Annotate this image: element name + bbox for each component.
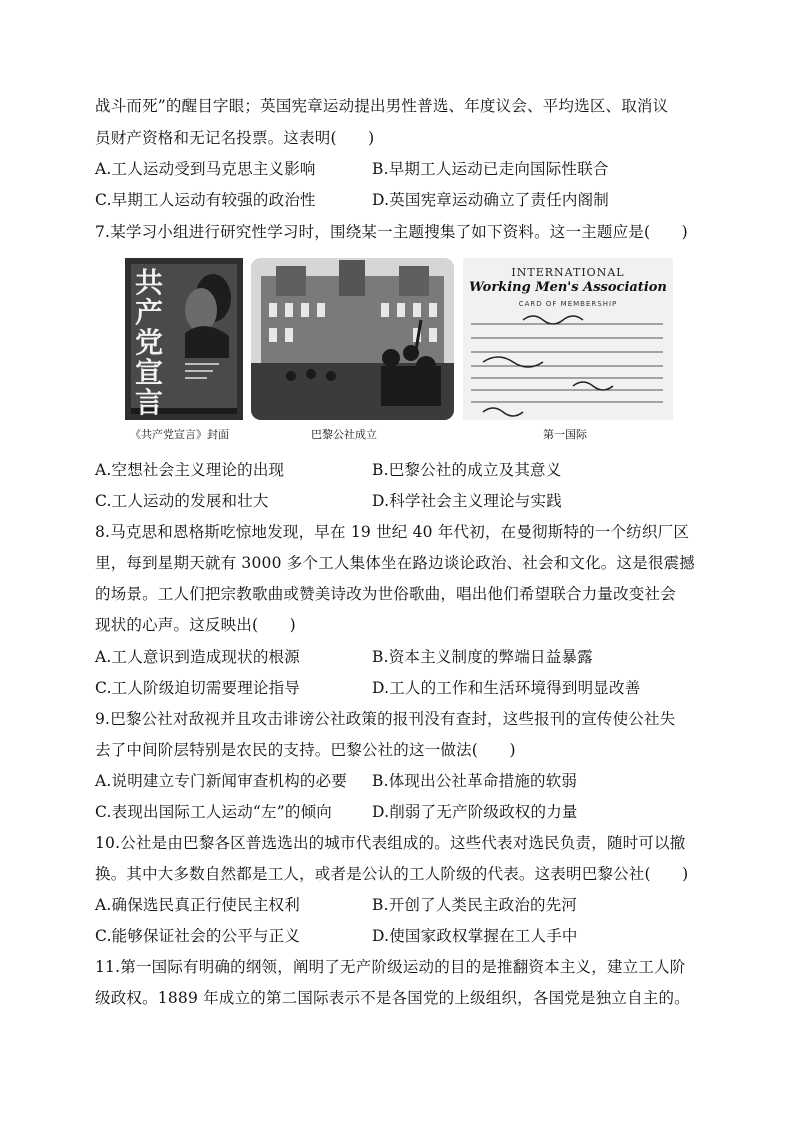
q7-option-c[interactable]: C.工人运动的发展和壮大 xyxy=(95,492,269,510)
q8-option-d[interactable]: D.工人的工作和生活环境得到明显改善 xyxy=(372,679,641,697)
q10-option-b[interactable]: B.开创了人类民主政治的先河 xyxy=(372,896,578,914)
q10-option-c[interactable]: C.能够保证社会的公平与正义 xyxy=(95,927,301,945)
q7-figure xyxy=(125,258,673,441)
card-subheading: CARD OF MEMBERSHIP xyxy=(518,300,618,308)
q6-stem-line-2: 员财产资格和无记名投票。这表明( ) xyxy=(95,129,375,147)
manifesto-title-text: 共产党宣言 xyxy=(135,266,164,419)
card-heading-1: INTERNATIONAL xyxy=(511,266,625,279)
q7-stem: 7.某学习小组进行研究性学习时，围绕某一主题搜集了如下资料。这一主题应是( ) xyxy=(95,223,688,241)
caption-first-international: 第一国际 xyxy=(543,428,587,441)
q9-option-d[interactable]: D.削弱了无产阶级政权的力量 xyxy=(372,803,578,821)
q10-stem-line-2: 换。其中大多数自然都是工人，或者是公认的工人阶级的代表。这表明巴黎公社( ) xyxy=(95,865,689,883)
q8-option-a[interactable]: A.工人意识到造成现状的根源 xyxy=(95,648,300,666)
q10-option-a[interactable]: A.确保选民真正行使民主权利 xyxy=(95,896,300,914)
manifesto-cover-image xyxy=(125,258,243,420)
q8-stem-line-1: 8.马克思和恩格斯吃惊地发现，早在 19 世纪 40 年代初，在曼彻斯特的一个纺织厂区 xyxy=(95,523,690,541)
q7-option-a[interactable]: A.空想社会主义理论的出现 xyxy=(95,461,285,479)
caption-manifesto: 《共产党宣言》封面 xyxy=(130,428,229,441)
q8-stem-line-3: 的场景。工人们把宗教歌曲或赞美诗改为世俗歌曲，唱出他们希望联合力量改变社会 xyxy=(95,585,676,603)
q8-stem-line-4: 现状的心声。这反映出( ) xyxy=(95,616,296,634)
q6-option-a[interactable]: A.工人运动受到马克思主义影响 xyxy=(95,160,316,178)
q11-stem-line-1: 11.第一国际有明确的纲领，阐明了无产阶级运动的目的是推翻资本主义，建立工人阶 xyxy=(95,958,686,976)
q9-stem-line-1: 9.巴黎公社对敌视并且攻击诽谤公社政策的报刊没有查封，这些报刊的宣传使公社失 xyxy=(95,710,676,728)
q9-stem-line-2: 去了中间阶层特别是农民的支持。巴黎公社的这一做法( ) xyxy=(95,741,516,759)
q10-stem-line-1: 10.公社是由巴黎各区普选选出的城市代表组成的。这些代表对选民负责，随时可以撤 xyxy=(95,834,686,852)
paris-commune-image xyxy=(251,258,454,420)
q8-stem-line-2: 里，每到星期天就有 3000 多个工人集体坐在路边谈论政治、社会和文化。这是很震撼 xyxy=(95,554,696,572)
q11-stem-line-2: 级政权。1889 年成立的第二国际表示不是各国党的上级组织，各国党是独立自主的。 xyxy=(95,989,690,1007)
q7-option-b[interactable]: B.巴黎公社的成立及其意义 xyxy=(372,461,562,479)
caption-paris-commune: 巴黎公社成立 xyxy=(311,428,377,441)
q8-option-c[interactable]: C.工人阶级迫切需要理论指导 xyxy=(95,679,301,697)
q7-option-d[interactable]: D.科学社会主义理论与实践 xyxy=(372,492,562,510)
q9-option-c[interactable]: C.表现出国际工人运动“左”的倾向 xyxy=(95,803,332,821)
q8-option-b[interactable]: B.资本主义制度的弊端日益暴露 xyxy=(372,648,593,666)
q6-option-b[interactable]: B.早期工人运动已走向国际性联合 xyxy=(372,160,609,178)
q9-option-a[interactable]: A.说明建立专门新闻审查机构的必要 xyxy=(95,772,348,790)
q6-option-c[interactable]: C.早期工人运动有较强的政治性 xyxy=(95,191,316,209)
first-international-card-image xyxy=(463,258,673,420)
q6-stem-line-1: 战斗而死”的醒目字眼；英国宪章运动提出男性普选、年度议会、平均选区、取消议 xyxy=(95,97,669,115)
q6-option-d[interactable]: D.英国宪章运动确立了责任内阁制 xyxy=(372,191,610,209)
q10-option-d[interactable]: D.使国家政权掌握在工人手中 xyxy=(372,927,578,945)
q9-option-b[interactable]: B.体现出公社革命措施的软弱 xyxy=(372,772,578,790)
card-heading-2: Working Men's Association xyxy=(469,280,667,295)
